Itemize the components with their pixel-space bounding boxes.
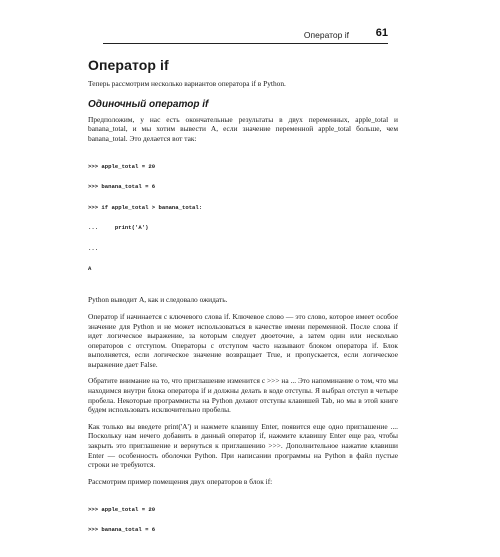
code-line: ... print('A') xyxy=(88,224,149,232)
section-heading: Оператор if xyxy=(88,57,169,73)
code-line: >>> banana_total = 6 xyxy=(88,526,156,534)
paragraph: Python выводит A, как и следовало ожидать. xyxy=(88,295,228,305)
code-line: >>> apple_total = 20 xyxy=(88,162,156,170)
page-content xyxy=(88,57,398,557)
code-line: >>> if apple_total > banana_total: xyxy=(88,203,203,211)
paragraph: Рассмотрим пример помещения двух операторов в блок if: xyxy=(88,476,273,486)
code-line: >>> banana_total = 6 xyxy=(88,183,156,191)
code-line: ... xyxy=(88,244,99,252)
code-block xyxy=(88,150,398,286)
code-line: A xyxy=(88,264,92,272)
running-header xyxy=(103,24,388,44)
code-line: >>> apple_total = 20 xyxy=(88,506,156,513)
subsection-heading: Одиночный оператор if xyxy=(88,98,209,110)
paragraph: Как только вы введете print('A') и нажмете клавишу Enter, появится еще одно приглашение .... Поскольку нам нечего добавить в данный оператор if, нажмите клавишу Enter еще раз, чтобы закрыть это приглашение и вернуться к приглашению >>>. Дополнительное нажатие клавиши Enter — особенность оболочки Python. При написании программы на Python в файл пустые строки не требуются. xyxy=(88,421,398,470)
paragraph: Оператор if начинается с ключевого слова if. Ключевое слово — это слово, которое имеет особое значение для Python и не может использоваться в качестве имени переменной. После слова if идет логическое выражение, за которым следует двоеточие, а затем один или несколько операторов с отступом. Операторы с отступом часто называют блоком оператора if. Блок выполняется, если логическое значение возвращает True, и пропускается, если логическое выражение дает False. xyxy=(88,311,398,369)
code-block xyxy=(88,493,398,547)
running-header-title: Оператор if xyxy=(303,30,349,40)
section-intro: Теперь рассмотрим несколько вариантов оператора if в Python. xyxy=(88,79,286,88)
paragraph: Предположим, у нас есть окончательные результаты в двух переменных, apple_total и banana_total, и мы хотим вывести A, если значение переменной apple_total больше, чем banana_total. Это делается вот так: xyxy=(88,114,398,143)
paragraph: Обратите внимание на то, что приглашение изменится с >>> на ... Это напоминание о том, что мы находимся внутри блока оператора if и должны делать в коде отступы. Я выбрал отступ в четыре пробела. Некоторые программисты на Python делают отступы клавишей Tab, но мы в этой книге будем использовать исключительно пробелы. xyxy=(88,376,398,415)
page-number: 61 xyxy=(375,27,388,39)
